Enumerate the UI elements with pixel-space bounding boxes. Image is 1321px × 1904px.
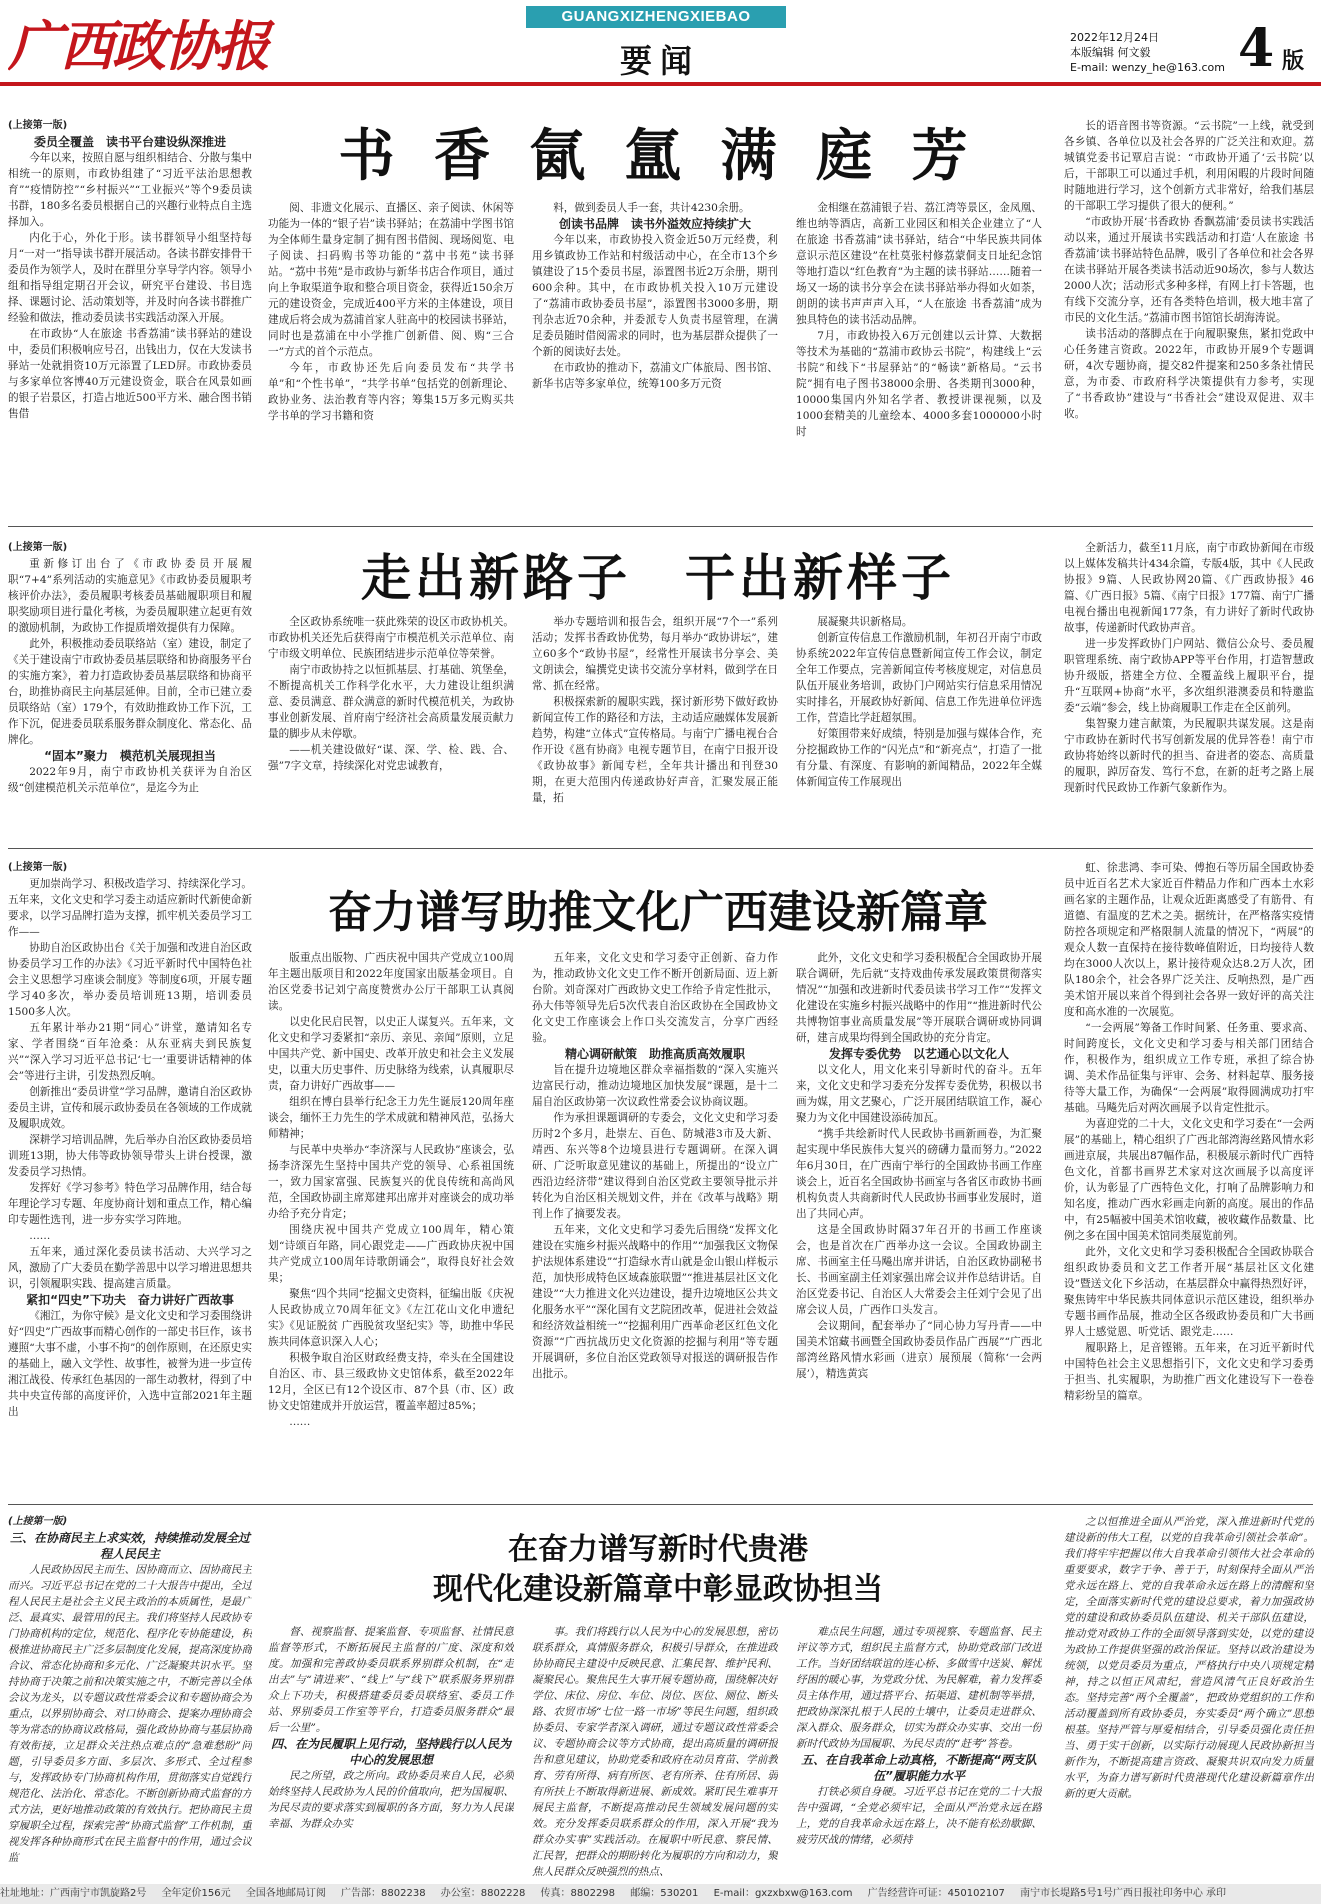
article1-right-column bbox=[1064, 118, 1314, 518]
article2-mid-para: 创新宣传信息工作激励机制，年初召开南宁市政协系统2022年宣传信息暨新闻宣传工作会议，制定全年工作要点，完善新闻宣传考核度规定，对信息员队伍开展业务培训，政协门户网站实行信息采用情况实时排名，开展政协好新闻、信息工作先进单位评选工作，营造比学赶超氛围。 bbox=[796, 632, 1042, 724]
article2-mid-column-c bbox=[796, 614, 1042, 840]
article1-continued: (上接第一版) bbox=[8, 120, 68, 131]
footer-fax: 传真：8802298 bbox=[540, 1888, 616, 1899]
article4-right-para: 之以恒推进全面从严治党，深入推进新时代党的建设新的伟大工程，以党的自我革命引领社会革命”。我们将牢牢把握以伟大自我革命引领伟大社会革命的重要要求，数字于争、善于于，时刻保持全面从严治党永远在路上、党的自我革命永远在路上的清醒和坚定，全面落实新时代党的建设总要求，着力加强政协党的建设和政协委员队伍建设、机关干部队伍建设，推动党对政协工作的全面领导落到实处，以党的建设为政协工作提供坚强的政治保证。坚持以政治建设为统领，以党员委员为重点，严格执行中央八项规定精神，持之以恒正风肃纪，营造风清气正良好政治生态。坚持完善“两个全覆盖”，把政协党组织的工作和活动覆盖到所有政协委员，夯实委员“两个确立”思想根基。坚持严管与厚爱相结合，引导委员强化责任担当、勇于实干创新，以实际行动展现人民政协新担当新作为，不断提高建言资政、凝聚共识双向发力质量水平，为奋力谱写新时代贵港现代化建设新篇章作出新的更大贡献。 bbox=[1064, 1516, 1314, 1800]
article4-left-subhead: 三、在协商民主上求实效，持续推动发展全过程人民民主 bbox=[9, 1531, 250, 1561]
article3-left-para: 深耕学习培训品牌，先后举办自治区政协委员培训班13期，协大伟等政协领导带头上讲台授课，激发委员学习热情。 bbox=[8, 1134, 252, 1178]
article3-mid-para: …… bbox=[289, 1416, 311, 1428]
article4-mid-para: 民之所望，政之所向。政协委员来自人民，必须始终坚持人民政协为人民的价值取向，把为国履职、为民尽责的要求落实到履职的各方面，努力为人民谋幸福、为群众办实 bbox=[268, 1770, 514, 1830]
header-rule bbox=[0, 82, 1321, 86]
article1-mid-subhead: 创读书品牌 读书外溢效应持续扩大 bbox=[558, 217, 751, 231]
article2-headline: 走出新路子 干出新样子 bbox=[361, 549, 955, 607]
footer-address: 社址地址：广西南宁市凯旋路2号 bbox=[0, 1888, 147, 1899]
article1-right-para: 读书活动的落脚点在于向履职聚焦，紧扣党政中心任务建言资政。2022年，市政协开展9个专题调研，4次专题协商，提交82件提案和250多条社情民意，为市委、市政府科学决策提供有力参考，实现了“书香政协”建设与“书香社会”建设双促进、双丰收。 bbox=[1064, 328, 1314, 420]
article3-left-para: 更加崇尚学习、积极改造学习、持续深化学习。五年来，文化文史和学习委主动适应新时代新使命新要求，以学习品牌打造为支撑，抓牢机关委员学习工作—— bbox=[8, 878, 252, 938]
article1-mid-para: 7月，市政协投入6万元创建以云计算、大数据等技术为基础的“荔浦市政协云书院”，构建线上“云书院”和线下“书屋驿站”的“畅读”新格局。“云书院”拥有电子图书38000余册、各类期刊3000种，10000集国内外知名学者、教授讲课视频，以及1000套精美的儿童绘本、4000多套1000000小时时 bbox=[796, 330, 1042, 438]
article4-mid-subhead: 四、在为民履职上见行动，坚持践行以人民为中心的发展思想 bbox=[270, 1737, 511, 1767]
article1-right-para: 长的语音图书等资源。“云书院”一上线，就受到各乡镇、各单位以及社会各界的广泛关注和欢迎。荔城镇党委书记覃启吉说：“市政协开通了‘云书院’以后，干部职工可以通过手机，利用闲暇的片段时间随时随地进行学习，这个创新方式非常好，给我们基层的干部职工学习提供了很大的便利。” bbox=[1064, 120, 1314, 212]
article4-left-para: 人民政协因民主而生、因协商而立、因协商民主而兴。习近平总书记在党的二十大报告中提出，全过程人民民主是社会主义民主政治的本质属性，是最广泛、最真实、最管用的民主。我们将坚持人民政协专门协商机构的定位，规范化、程序化专协能建设，积极推进协商民主广泛多层制度化发展，提高深度协商合议、常态化协商和多元化、广泛凝聚共识水平。坚持协商于决策之前和决策实施之中，不断完善以全体会议为龙头，以专题议政性常委会议和专题协商会为重点，以界别协商会、对口协商会、提案办理协商会等为常态的协商议政格局，强化政协协商与基层协商有效衔接，立足群众关注热点难点的“急难愁盼”问题，引导委员多方面、多层次、多形式、全过程参与，发挥政协专门协商机构作用，贯彻落实自觉践行规范化、法治化、常态化。不断创新协商式监督的方式方法，更好地推动政策的有效执行。把协商民主贯穿履职全过程，探索完善“协商式监督”工作机制，重视发挥各种协商形式在民主监督中的作用，通过会议监 bbox=[8, 1564, 252, 1864]
article3-mid-para: 版重点出版物、广西庆祝中国共产党成立100周年主题出版项目和2022年度国家出版基金项目。自治区党委书记刘宁高度赞赏办公厅干部职工认真阅读。 bbox=[268, 952, 514, 1012]
article4-mid-column-b bbox=[532, 1624, 778, 1878]
article4-right-column bbox=[1064, 1514, 1314, 1878]
footer-postcode: 邮编：530201 bbox=[630, 1888, 699, 1899]
article1-right-para: “市政协开展‘书香政协 香飘荔浦’委员读书实践活动以来，通过开展读书实践活动和打造‘人在旅途 书香荔浦’读书驿站特色品牌，吸引了各单位和社会各界在读书驿站开展各类读书活动近90场次，参与人数达2000人次；活动形式多种多样，有网上打卡答题，也有线下交流分享，还有各类特色培训，极大地丰富了市民的文化生活。”荔浦市图书馆馆长胡海涛说。 bbox=[1064, 216, 1314, 324]
article4-mid-para: 事。我们将践行以人民为中心的发展思想，密切联系群众，真情服务群众，积极引导群众，在推进政协协商民主建设中反映民意、汇集民智、维护民利、凝聚民心。聚焦民生大事开展专题协商，围绕解决好学位、床位、房位、车位、岗位、医位、厕位、断头路、农贸市场“七位一路一市场”等民生问题，组织政协委员、专家学者深入调研，通过专题议政性常委会议、专题协商会议等方式协商，提出高质量的调研报告和意见建议，协助党委和政府在动员育苗、学前教育、劳有所得、病有所医、老有所养、住有所居、弱有所扶上不断取得新进展、新成效。紧盯民生难事开展民主监督，不断提高推动民生领域发展问题的实效。充分发挥委员联系群众的作用，深入开展“我为群众办实事”实践活动。在履职中听民意、察民情、汇民智，把群众的期盼转化为履职的方向和动力，聚焦人民群众反映强烈的热点、 bbox=[532, 1626, 778, 1878]
article2-mid-para: ——机关建设做好“谋、深、学、检、践、合、强”7字文章，持续深化对党忠诚教育， bbox=[268, 744, 514, 772]
article2-mid-para: 好策围带来好成绩，特别是加强与媒体合作，充分挖掘政协工作的“闪光点”和“新亮点”，打造了一批有分量、有深度、有影响的新闻精品，2022年全媒体新闻宣传工作展现出 bbox=[796, 728, 1042, 788]
article3-mid-column-a bbox=[268, 950, 514, 1496]
article2-left-para: 重新修订出台了《市政协委员开展履职“7+4”系列活动的实施意见》《市政协委员履职考核评价办法》，委员履职考核委员基础履职项目和履职奖励项目进行量化考核，为委员履职建立起更有效的激励机制，为政协工作提质增效提供有力保障。 bbox=[8, 558, 252, 634]
article3-right-para: 履职路上，足音铿锵。五年来，在习近平新时代中国特色社会主义思想指引下，文化文史和学习委勇于担当、扎实履职，为助推广西文化建设写下一卷卷精彩纷呈的篇章。 bbox=[1064, 1342, 1314, 1402]
footer-printer: 南宁市长堤路5号1号广西日报社印务中心 承印 bbox=[1020, 1888, 1227, 1899]
footer-phone-ad: 广告部：8802238 bbox=[341, 1888, 426, 1899]
article3-left-column bbox=[8, 860, 252, 1496]
article2-right-para: 集智聚力建言献策，为民履职共谋发展。这是南宁市政协在新时代书写创新发展的优异答卷！南宁市政协将始终以新时代的担当、奋进者的姿态、高质量的履职，踔厉奋发、笃行不怠，在新的赶考之路上展现新时代民政协工作新气象新作为。 bbox=[1064, 718, 1314, 794]
article3-continued: (上接第一版) bbox=[8, 862, 68, 873]
article-divider bbox=[8, 526, 1313, 527]
article3-mid-para: 此外，文化文史和学习委积极配合全国政协开展联合调研，先后就“支持戏曲传承发展政策贯彻落实情况”“加强和改进新时代委员读书学习工作”“发挥文化建设在实施乡村振兴战略中的作用”“推进新时代公共博物馆事业高质量发展”等开展联合调研或协同调研，建言成果均得到全国政协的充分肯定。 bbox=[796, 952, 1042, 1044]
footer-ad-license: 广告经营许可证：450102107 bbox=[867, 1888, 1005, 1899]
article3-mid-para: 五年来，文化文史和学习委先后围绕“发挥文化建设在实施乡村振兴战略中的作用”“加强我区文物保护法规体系建设”“打造绿水青山就是金山银山样板示范，加快形成特色区域森旅联盟”“推进基层社区文化建设”“大力推进文化兴边建设，提升边境地区公共文化服务水平”“深化国有文艺院团改革，促进社会效益和经济效益相统一”“挖掘利用广西革命老区红色文化资源”“广西抗战历史文化资源的挖掘与利用”等专题开展调研，多位自治区党政领导对报送的调研报告作出批示。 bbox=[532, 1224, 778, 1380]
article4-mid-subhead: 五、在自我革命上动真格，不断提高“两支队伍”履职能力水平 bbox=[801, 1753, 1037, 1783]
article3-mid-para: “携手共绘新时代人民政协书画新画卷，为汇聚起实现中华民族伟大复兴的磅礴力量而努力。”2022年6月30日，在广西南宁举行的全国政协书画工作座谈会上，近百名全国政协书画室与各省区市政协书画机构负责人共商新时代人民政协书画事业发展时，道出了共同心声。 bbox=[796, 1128, 1042, 1220]
article3-mid-para: 聚焦“四个共同”挖掘文史资料，征编出版《庆祝人民政协成立70周年征文》《左江花山文化申遗纪实》《见证脱贫 广西脱贫攻坚纪实》等，助推中华民族共同体意识深入人心； bbox=[268, 1288, 514, 1348]
article2-right-para: 进一步发挥政协门户网站、微信公众号、委员履职管理系统、南宁政协APP等平台作用，打造智慧政协升级版，搭建全方位、全覆盖线上履职平台，提升“互联网+协商”水平，多次组织港澳委员和特邀监委“云端”参会，线上协商履职工作走在全区前列。 bbox=[1064, 638, 1314, 714]
footer-post: 全国各地邮局订阅 bbox=[245, 1888, 326, 1899]
article3-mid-para: 围绕庆祝中国共产党成立100周年，精心策划“诗颂百年路，同心跟党走——广西政协庆祝中国共产党成立100周年诗歌朗诵会”，取得良好社会效果； bbox=[268, 1224, 514, 1284]
article2-mid-column-a bbox=[268, 614, 514, 840]
article3-mid-para: 以史化民启民智，以史正人谋复兴。五年来，文化文史和学习委紧扣“亲历、亲见、亲闻”原则，立足中国共产党、新中国史、改革开放史和社会主义发展史，以重大历史事件、历史脉络为线索，认真履职尽责，奋力讲好广西故事—— bbox=[268, 1016, 514, 1092]
article3-mid-para: 组织在博白县举行纪念王力先生诞辰120周年座谈会，缅怀王力先生的学术成就和精神风范，弘扬大师精神； bbox=[268, 1096, 514, 1140]
article2-mid-para: 南宁市政协持之以恒抓基层、打基础、筑堡垒，不断提高机关工作科学化水平，大力建设让组织满意、委员满意、群众满意的新时代模范机关，为政协事业创新发展、首府南宁经济社会高质量发展贡献力量的脚步从未停歇。 bbox=[268, 664, 514, 740]
editor-email: E-mail: wenzy_he@163.com bbox=[1070, 61, 1225, 74]
article3-headline: 奋力谱写助推文化广西建设新篇章 bbox=[328, 887, 988, 938]
article3-mid-column-b bbox=[532, 950, 778, 1496]
article2-left-column bbox=[8, 540, 252, 840]
article2-mid-para: 展凝聚共识新格局。 bbox=[817, 616, 913, 628]
article1-mid-column-c bbox=[796, 200, 1042, 518]
article3-right-para: 此外，文化文史和学习委积极配合全国政协联合组织政协委员和文艺工作者开展“基层社区文化建设”暨送文化下乡活动，在基层群众中赢得热烈好评，聚焦铸牢中华民族共同体意识示范区建设，组织举办专题书画作品展，推动全区各级政协委员和广大书画界人士感觉恩、听党话、跟党走…… bbox=[1064, 1246, 1314, 1338]
article4-mid-para: 督、视察监督、提案监督、专项监督、社情民意监督等形式，不断拓展民主监督的广度、深度和效度。加强和完善政协委员联系界别群众机制，在“走出去”与“请进来”、“线上”与“线下”联系服务界别群众上下功夫，积极搭建委员委员联络室、委员工作站、界别委员工作室等平台，打造委员服务群众“最后一公里”。 bbox=[268, 1626, 514, 1734]
article1-left-column bbox=[8, 118, 252, 518]
issue-info bbox=[1070, 30, 1240, 75]
article3-right-para: 虹、徐悲鸿、李可染、傅抱石等历届全国政协委员中近百名艺术大家近百件精品力作和广西本土水彩画名家的主题作品，让观众近距离感受了有筋骨、有道德、有温度的艺术之美。据统计，在严格落实疫情防控各项规定和严格限制人流量的情况下，“两展”的观众人数一直保持在接待数峰值附近，日均接待人数均在3000人次以上，累计接待观众达8.2万人次，团队180余个，社会各界广泛关注、反响热烈，是广西美术馆开展以来首个得到社会各界一致好评的高关注度和高水准的一次展览。 bbox=[1064, 862, 1314, 1018]
article3-mid-para: 五年来，文化文史和学习委守正创新、奋力作为，推动政协文化文史工作不断开创新局面、迈上新台阶。刘奇深对广西政协文史工作给予肯定性批示，孙大伟等领导先后5次代表自治区政协在全国政协文化文史工作座谈会上作口头交流发言，分享广西经验。 bbox=[532, 952, 778, 1044]
article3-left-para: 协助自治区政协出台《关于加强和改进自治区政协委员学习工作的办法》《习近平新时代中国特色社会主义思想学习座谈会制度》等制度6项，开展专题学习40多次，举办委员培训班13期，培训委员1500多人次。 bbox=[8, 942, 252, 1018]
article3-mid-subhead: 发挥专委优势 以艺通心以文化人 bbox=[828, 1047, 1009, 1061]
issue-date: 2022年12月24日 bbox=[1070, 31, 1159, 44]
article3-left-para: 发挥好《学习参考》特色学习品牌作用，结合每年理论学习专题、年度协商计划和重点工作，精心编印专题性选刊，进一步夯实学习阵地。 bbox=[8, 1182, 252, 1226]
article4-left-column bbox=[8, 1514, 252, 1878]
article3-right-para: “一会两展”筹备工作时间紧、任务重、要求高、时间跨度长，文化文史和学习委与相关部门团结合作，积极作为，组织成立工作专班，承担了综合协调、美术作品征集与评审、会务、材料起草、服务接待等大量工作，为确保“一会两展”取得圆满成功打牢基础。马飚先后对两次画展予以肯定性批示。 bbox=[1064, 1022, 1314, 1114]
page-label: 版 bbox=[1282, 49, 1305, 74]
article1-headline: 书 香 氤 氲 满 庭 芳 bbox=[338, 124, 978, 189]
article2-mid-para: 积极探索新的履职实践，探讨新形势下做好政协新闻宣传工作的路径和方法，主动适应融媒体发展新趋势，构建“立体式”宣传格局。与南宁广播电视台合作开设《邕有协商》电视专题节目，在南宁日报开设《政协故事》新闻专栏，全年共计播出和刊登30期，在更大范围内传递政协好声音，汇聚发展正能量，拓 bbox=[532, 696, 778, 804]
article2-mid-para: 全区政协系统唯一获此殊荣的设区市政协机关。市政协机关还先后获得南宁市模范机关示范单位、南宁市级文明单位、民族团结进步示范单位等荣誉。 bbox=[268, 616, 514, 660]
article-divider bbox=[8, 1504, 1313, 1505]
footer-email: E-mail：gxzxbxw@163.com bbox=[713, 1888, 853, 1899]
article2-left-subhead: “固本”聚力 模范机关展现担当 bbox=[44, 749, 216, 763]
article2-mid-para: 举办专题培训和报告会，组织开展“7个一”系列活动；发挥书香政协优势，每月举办“政协讲坛”，建立60多个“政协书屋”，经常性开展读书分享会、美文朗读会，编撰党史读书交流分享材料，做到学在日常、抓在经常。 bbox=[532, 616, 778, 692]
article3-right-column bbox=[1064, 860, 1314, 1496]
article4-mid-para: 难点民生问题，通过专项视察、专题监督、民主评议等方式，组织民主监督方式，协助党政部门改进工作。当好团结联谊的连心桥、多做雪中送炭、解忧纾困的暖心事，为党政分忧、为民解难，着力发挥委员主体作用，通过搭平台、拓渠道、建机制等举措，把政协深深扎根于人民的土壤中，让委员走进群众、深入群众、服务群众，切实为群众办实事、交出一份新时代政协为国履职、为民尽责的“赶考”答卷。 bbox=[796, 1626, 1042, 1750]
article4-mid-para: 打铁必须自身硬。习近平总书记在党的二十大报告中强调，“全党必须牢记，全面从严治党永远在路上，党的自我革命永远在路上，决不能有松劲歇脚、疲劳厌战的情绪，必须持 bbox=[796, 1786, 1042, 1846]
section-title: 要闻 bbox=[619, 42, 700, 80]
article4-continued: (上接第一版) bbox=[8, 1516, 68, 1527]
article1-mid-para: 今年，市政协还先后向委员发布“共学书单”和“个性书单”，“共学书单”包括党的创新理论、政协业务、法治教育等内容；筹集15万多元购买共学书单的学习书籍和资 bbox=[268, 362, 514, 422]
article3-left-para: 五年累计举办21期“同心”讲堂，邀请知名专家、学者围绕“百年沧桑：从东亚病夫到民族复兴”“深入学习习近平总书记‘七一’重要讲话精神的体会”等进行主讲，引发热烈反响。 bbox=[8, 1022, 252, 1082]
article3-left-subhead: 紧扣“四史”下功夫 奋力讲好广西故事 bbox=[26, 1293, 234, 1307]
footer-price: 全年定价156元 bbox=[161, 1888, 231, 1899]
article3-mid-para: 作为承担课题调研的专委会，文化文史和学习委历时2个多月，赴崇左、百色、防城港3市及大新、靖西、东兴等8个边境县进行专题调研。在深入调研、广泛听取意见建议的基础上，所提出的“设立广西沿边经济带”建议得到自治区党政主要领导批示并转化为自治区相关规划文件，并在《改革与战略》期刊上作了摘要发表。 bbox=[532, 1112, 778, 1220]
article4-headline-line2: 现代化建设新篇章中彰显政协担当 bbox=[433, 1572, 883, 1607]
article3-mid-para: 积极争取自治区财政经费支持，牵头在全国建设自治区、市、县三级政协文史馆体系，截至2022年12月，全区已有12个设区市、87个县（市、区）政协文史馆建成并开放运营，覆盖率超过85%； bbox=[268, 1352, 514, 1412]
article1-mid-column-a bbox=[268, 200, 514, 518]
article4-headline bbox=[268, 1530, 1048, 1610]
article1-mid-column-b bbox=[532, 200, 778, 518]
article4-mid-column-a bbox=[268, 1624, 514, 1878]
article1-mid-para: 今年以来，市政协投入资金近50万元经费，利用乡镇政协工作站和村级活动中心，在全市13个乡镇建设了15个委员书屋，添置图书近2万余册，期刊600余种。其中，在市政协机关投入10万元建设了“荔浦市政协委员书屋”，添置图书3000多册，期刊杂志近70余种，并委派专人负责书屋管理，在满足委员随时借阅需求的同时，也为基层群众提供了一个新的阅读好去处。 bbox=[532, 234, 778, 358]
article3-left-para: …… bbox=[29, 1230, 51, 1242]
article3-mid-column-c bbox=[796, 950, 1042, 1496]
article3-mid-para: 旨在提升边境地区群众幸福指数的“深入实施兴边富民行动，推动边境地区加快发展”课题，是十二届自治区政协第一次议政性常委会议协商议题。 bbox=[532, 1064, 778, 1108]
article2-right-column bbox=[1064, 540, 1314, 840]
article2-right-para: 全新活力，截至11月底，南宁市政协新闻在市级以上媒体发稿共计434余篇，专版4版，其中《人民政协报》9篇、人民政协网20篇、《广西政协报》46篇、《广西日报》5篇、《南宁日报》177篇、南宁广播电视台播出电视新闻177条，有力讲好了新时代政协故事，传递新时代政协声音。 bbox=[1064, 542, 1314, 634]
page-footer bbox=[0, 1884, 1321, 1904]
article2-left-para: 此外，积极推动委员联络站（室）建设，制定了《关于建设南宁市政协委员基层联络和协商服务平台的实施方案》，着力打造政协委员基层联络和协商平台，助推协商民主向基层延伸。目前，全市已建立委员联络站（室）179个，有效助推政协工作下沉，工作下沉，促进委员联系服务群众制度化、常态化、品牌化。 bbox=[8, 638, 252, 746]
article3-left-para: 五年来，通过深化委员读书活动、大兴学习之风，激励了广大委员在勤学善思中以学习增进思想共识，引领履职实践、提高建言质量。 bbox=[8, 1246, 252, 1290]
article4-headline-line1: 在奋力谱写新时代贵港 bbox=[508, 1532, 808, 1567]
masthead-logo: 广西政协报 bbox=[8, 14, 268, 76]
article-divider bbox=[8, 848, 1313, 849]
article1-left-para: 在市政协“人在旅途 书香荔浦”读书驿站的建设中，委员们积极响应号召，出钱出力，仅在大发读书驿站一处就捐资10万元添置了LED屏。市政协委员与多家单位客博40万元建设资金，联合在风景如画的银子岩景区，打造占地近500平方米、融合图书销售借 bbox=[8, 328, 252, 420]
article2-left-para: 2022年9月，南宁市政协机关获评为自治区级“创建模范机关示范单位”，是迄今为止 bbox=[8, 766, 252, 794]
article3-mid-para: 会议期间，配套举办了“同心协力写丹青——中国美术馆藏书画暨全国政协委员作品广西展”“广西北部湾丝路风情水彩画（进京）展预展（简称‘一会两展’），精选黄宾 bbox=[796, 1320, 1042, 1380]
article1-mid-para: 料，做到委员人手一套，共计4230余册。 bbox=[553, 202, 750, 214]
article2-continued: (上接第一版) bbox=[8, 542, 68, 553]
page-number: 4 bbox=[1238, 18, 1275, 79]
article1-mid-para: 金相继在荔浦银子岩、荔江湾等景区，金凤凰、维也纳等酒店，高新工业园区和相关企业建立了“人在旅途 书香荔浦”读书驿站，结合“中华民族共同体意识示范区建设”在杜莫张村修荔蒙侗支日址纪念馆等地打造以“红色教育”为主题的读书驿站……随着一场又一场的读书分享会在读书驿站举办得如火如荼，朗朗的读书声声声入耳，“人在旅途 书香荔浦”成为独具特色的读书活动品牌。 bbox=[796, 202, 1042, 326]
article3-left-para: 创新推出“委员讲堂”学习品牌，邀请自治区政协委员主讲，宣传和展示政协委员在各领域的工作成就及履职成效。 bbox=[8, 1086, 252, 1130]
article3-right-para: 为喜迎党的二十大，文化文史和学习委在“一会两展”的基础上，精心组织了广西北部湾海丝路风情水彩画进京展，共展出87幅作品，积极展示新时代广西特色文化，首都书画界艺术家对这次画展予以高度评价，认为彰显了广西特色文化，打响了品牌影响力和知名度，推动广西水彩画走向新的高度。展出的作品中，有25幅被中国美术馆收藏，被收藏作品数量、比例之多在国中国美术馆同类展览前列。 bbox=[1064, 1118, 1314, 1242]
article2-mid-column-b bbox=[532, 614, 778, 840]
article1-left-para: 内化于心，外化于形。读书群领导小组坚持每月“一对一”指导读书群开展活动。各读书群安排骨干委员作为领学人，及时在群里分享导学内容。领导小组和指导组定期召开会议，研究平台建设、书目选择、课题讨论、活动策划等，并及时向各读书群推广经验和做法，推动委员读书实践活动深入开展。 bbox=[8, 232, 252, 324]
article4-mid-column-c bbox=[796, 1624, 1042, 1878]
article3-mid-para: 以文化人，用文化来引导新时代的奋斗。五年来，文化文史和学习委充分发挥专委优势，积极以书画为媒，用文艺聚心，广泛开展团结联谊工作，凝心聚力为文化中国建设添砖加瓦。 bbox=[796, 1064, 1042, 1124]
article3-mid-para: 与民革中央举办“李济深与人民政协”座谈会，弘扬李济深先生坚持中国共产党的领导、心系祖国统一，致力国家富强、民族复兴的优良传统和高尚风范，全国政协副主席郑建邦出席并对座谈会的成功举办给予充分肯定； bbox=[268, 1144, 514, 1220]
masthead-pinyin: GUANGXIZHENGXIEBAO bbox=[526, 6, 786, 28]
article1-mid-para: 在市政协的推动下，荔浦文广体旅局、图书馆、新华书店等多家单位，统筹100多万元资 bbox=[532, 362, 778, 390]
article3-mid-para: 这是全国政协时隔37年召开的书画工作座谈会，也是首次在广西举办这一会议。全国政协副主席、书画室主任马飚出席并讲话，自治区政协副秘书长、书画室副主任刘家强出席会议并作总结讲话。自治区党委书记、自治区人大常委会主任刘宁会见了出席会议人员，广西作口头发言。 bbox=[796, 1224, 1042, 1316]
article3-left-para: 《湘江，为你守候》是文化文史和学习委围绕讲好“四史”广西故事而精心创作的一部史书巨作，该书遵照“大事不虚，小事不拘”的创作原则，在还原史实的基础上，融入文学性、故事性，被誉为进一步宣传湘江战役、传承红色基因的一部生动教材，得到了中共中央宣传部的高度评价，入选中宣部2021年主题出 bbox=[8, 1310, 252, 1418]
footer-phone-office: 办公室：8802228 bbox=[440, 1888, 526, 1899]
article1-left-para: 今年以来，按照自愿与组织相结合、分散与集中相统一的原则，市政协组建了“习近平法治思想教育”“疫情防控”“乡村振兴”“工业振兴”等个9委员读书群，180多名委员根据自己的兴趣行业特点自主选择加入。 bbox=[8, 152, 252, 228]
page-editor: 本版编辑 何文毅 bbox=[1070, 46, 1151, 59]
article1-left-subhead: 委员全覆盖 读书平台建设纵深推进 bbox=[33, 135, 226, 149]
article1-mid-para: 阅、非遗文化展示、直播区、亲子阅读、休闲等功能为一体的“银子岩”读书驿站；在荔浦中学图书馆为全体师生量身定制了拥有图书借阅、现场阅览、电子阅读、扫码购书等功能的“荔中书苑”读书驿站。“荔中书苑”是市政协与新华书店合作项目，通过向上争取渠道争取和整合项目资金，获得近150余万元的建设资金，完成近400平方米的主体建设，项目建成后将会成为荔浦首家人驻高中的校园读书驿站，同时也是荔浦在中小学推广创新借、阅、购“三合一”方式的首个示范点。 bbox=[268, 202, 514, 358]
article3-mid-subhead: 精心调研献策 助推高质高效履职 bbox=[564, 1047, 745, 1061]
